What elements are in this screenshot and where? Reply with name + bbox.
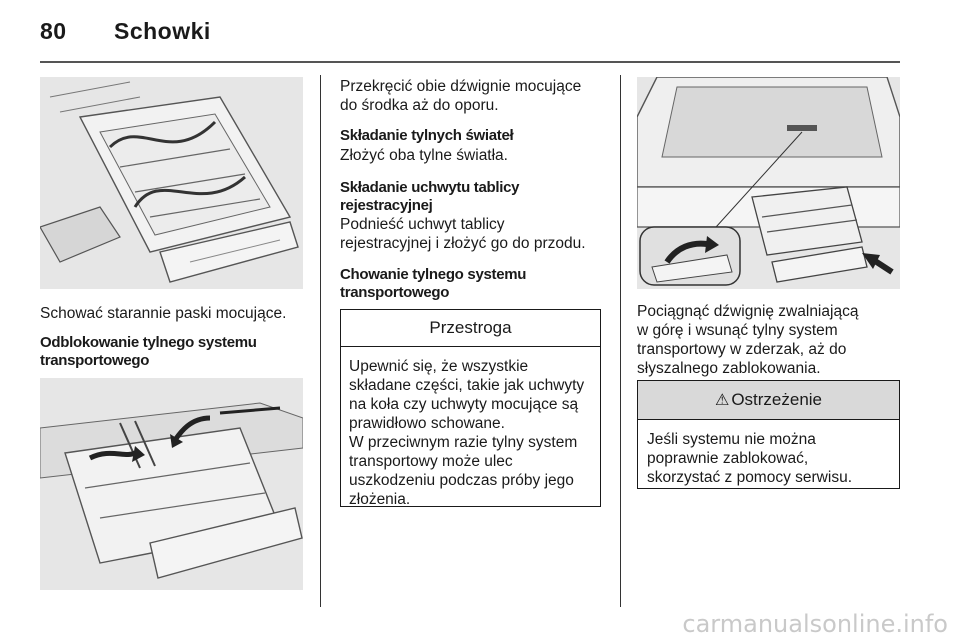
page-number: 80 <box>40 18 67 44</box>
unlock-heading: Odblokowanie tylnego systemu transportowego <box>40 334 257 369</box>
warning-body: Jeśli systemu nie można poprawnie zablokować, skorzystać z pomocy serwisu. <box>647 431 852 486</box>
strap-stowing-illustration <box>40 77 303 289</box>
warning-triangle-icon: ⚠ <box>714 392 730 409</box>
stow-heading: Chowanie tylnego systemu transportowego <box>340 266 527 301</box>
plate-holder-heading: Składanie uchwytu tablicy rejestracyjnej <box>340 179 520 214</box>
lights-heading: Składanie tylnych świateł <box>340 127 514 144</box>
column-divider-1 <box>320 75 321 607</box>
warning-header <box>638 381 899 420</box>
turn-levers-text: Przekręcić obie dźwignie mocujące do środka aż do oporu. <box>340 78 582 114</box>
pull-lever-text: Pociągnąć dźwignię zwalniającą w górę i wsunąć tylny system transportowy w zderzak, aż do słyszalnego zablokowania. <box>637 303 859 377</box>
caution-box <box>340 309 601 507</box>
strap-caption: Schować starannie paski mocujące. <box>40 305 287 322</box>
watermark: carmanualsonline.info <box>682 610 948 638</box>
warning-title: Ostrzeżenie <box>731 390 823 409</box>
plate-holder-text: Podnieść uchwyt tablicy rejestracyjnej i złożyć go do przodu. <box>340 216 586 252</box>
bumper-retract-illustration <box>637 77 900 289</box>
caution-body: Upewnić się, że wszystkie składane części, takie jak uchwyty na koła czy uchwyty mocujące są prawidłowo schowane. W przeciwnym razie tylny system transportowy może ulec uszkodzeniu podczas próby jego złożenia. <box>349 358 585 508</box>
header-rule <box>40 61 900 63</box>
column-divider-2 <box>620 75 621 607</box>
warning-box <box>637 380 900 489</box>
unlock-illustration <box>40 378 303 590</box>
lights-text: Złożyć oba tylne światła. <box>340 147 508 164</box>
page-title: Schowki <box>114 18 211 44</box>
caution-title: Przestroga <box>341 310 600 347</box>
